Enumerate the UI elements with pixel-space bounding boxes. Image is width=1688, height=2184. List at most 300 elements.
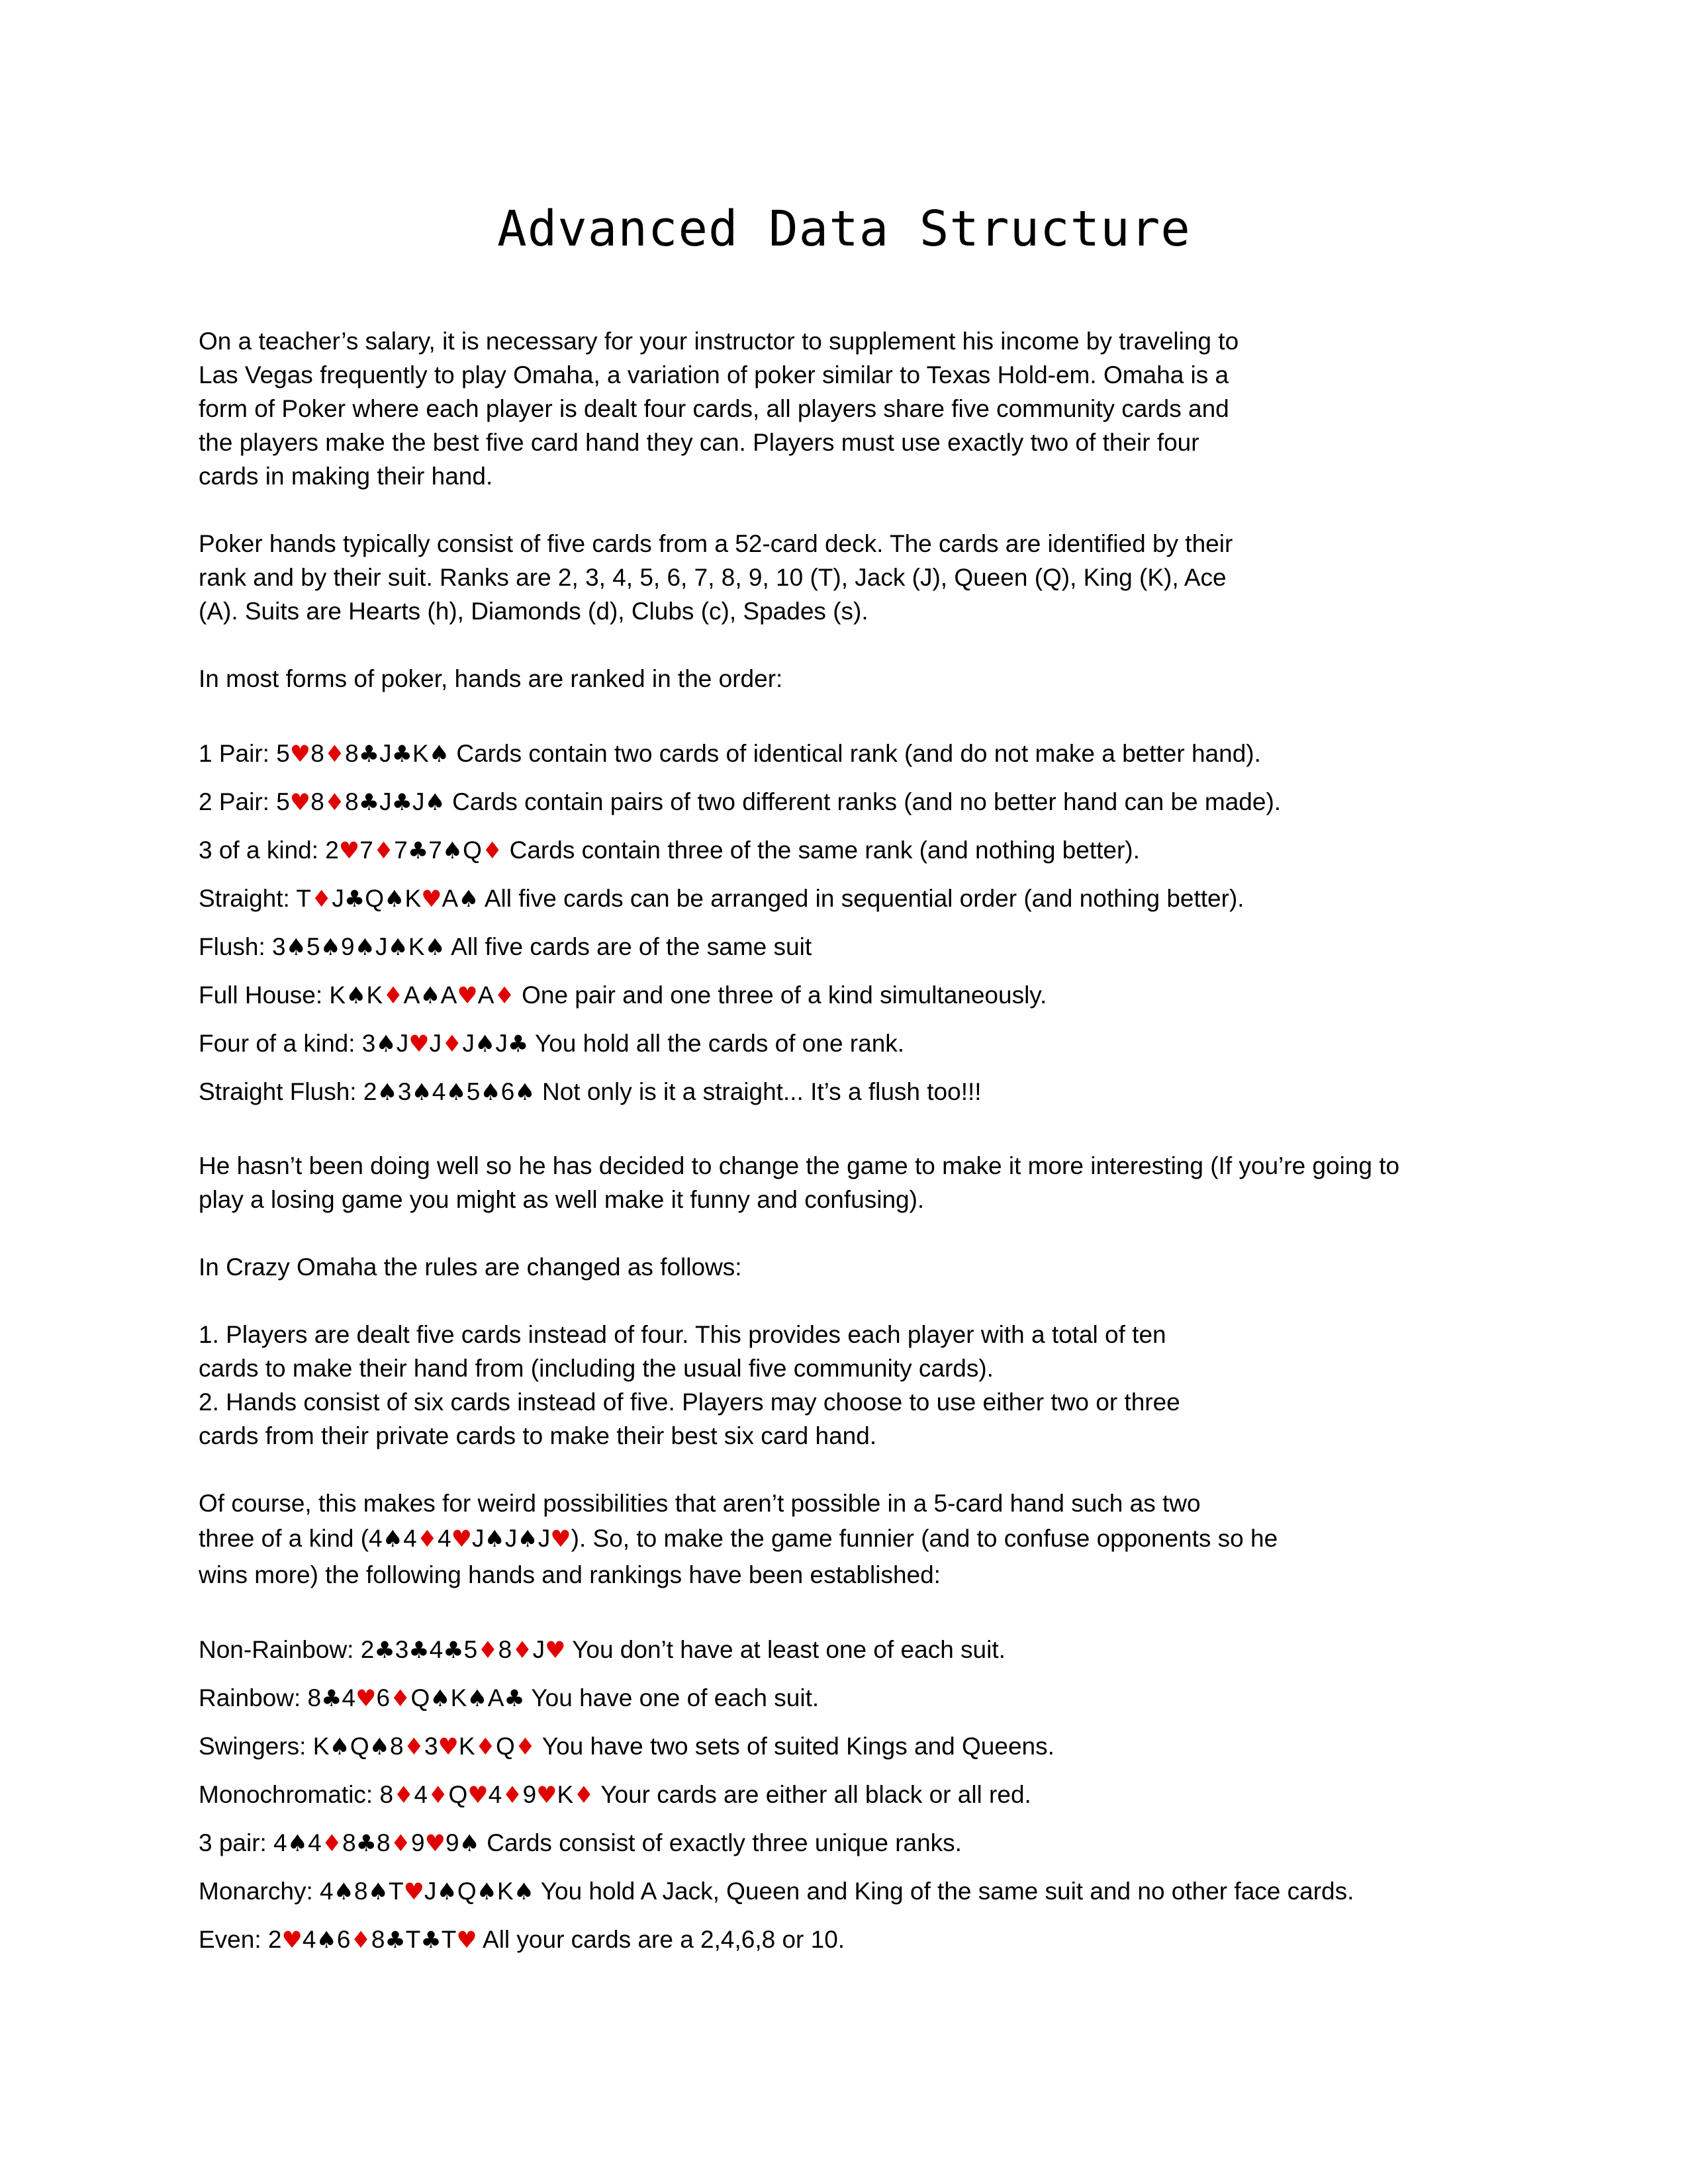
hand-description: Cards consist of exactly three unique ranks.	[479, 1829, 962, 1856]
card-rank: 2	[325, 837, 339, 864]
card-rank: 4	[429, 1636, 444, 1663]
card-rank: 4	[320, 1878, 334, 1905]
playing-card	[397, 1030, 430, 1057]
playing-card	[376, 1684, 410, 1711]
diamond-icon: ♦	[573, 1782, 594, 1809]
card-rank: J	[532, 1636, 545, 1663]
hand-description: One pair and one three of a kind simultaneously.	[514, 981, 1047, 1009]
diamond-icon: ♦	[514, 1734, 536, 1760]
playing-card	[448, 1781, 488, 1808]
playing-card	[441, 981, 478, 1009]
playing-card	[325, 837, 359, 864]
playing-card	[457, 1878, 497, 1905]
card-rank: K	[404, 885, 422, 912]
club-icon: ♣	[507, 1031, 529, 1058]
card-rank: K	[312, 1733, 330, 1760]
crazy-intro	[199, 1250, 1523, 1284]
hand-cards	[272, 933, 445, 960]
card-rank: 7	[428, 837, 442, 864]
diamond-icon: ♦	[403, 1734, 424, 1760]
playing-card	[428, 837, 463, 864]
diamond-icon: ♦	[390, 1686, 411, 1712]
card-rank: 4	[342, 1684, 356, 1711]
weird-card-group	[369, 1525, 571, 1552]
hand-row	[199, 1826, 1523, 1874]
card-rank: A	[487, 1684, 504, 1711]
spade-icon: ♠	[476, 1879, 498, 1905]
playing-card	[410, 1684, 450, 1711]
playing-card	[406, 1926, 442, 1953]
club-icon: ♣	[358, 790, 380, 816]
playing-card	[296, 885, 332, 912]
club-icon: ♣	[504, 1686, 525, 1712]
hand-cards	[361, 1636, 566, 1663]
hand-description: Cards contain pairs of two different ranks (and no better hand can be made).	[445, 788, 1282, 815]
card-rank: J	[462, 1030, 475, 1057]
spade-icon: ♠	[387, 934, 408, 961]
diamond-icon: ♦	[494, 983, 515, 1009]
playing-card	[371, 1926, 406, 1953]
card-rank: J	[504, 1525, 518, 1552]
spade-icon: ♠	[384, 886, 405, 913]
playing-card	[354, 1878, 389, 1905]
card-rank: 4	[438, 1525, 451, 1552]
hand-description: Cards contain three of the same rank (and nothing better).	[502, 837, 1140, 864]
playing-card	[467, 1078, 501, 1105]
card-rank: J	[538, 1525, 551, 1552]
hand-description: Cards contain two cards of identical rank (and do not make a better hand).	[449, 740, 1261, 767]
weird-prefix: three of a kind (	[199, 1525, 369, 1552]
card-rank: 8	[389, 1733, 404, 1760]
hand-cards	[273, 1829, 480, 1856]
hand-name: Monarchy:	[199, 1878, 320, 1905]
card-rank: A	[403, 981, 420, 1009]
card-rank: 2	[363, 1078, 377, 1105]
spade-icon: ♠	[475, 1031, 496, 1058]
hand-cards	[268, 1926, 477, 1953]
diamond-icon: ♦	[311, 886, 332, 913]
hand-cards	[296, 885, 479, 912]
card-rank: 3	[395, 1636, 409, 1663]
hand-description: All your cards are a 2,4,6,8 or 10.	[477, 1926, 845, 1953]
playing-card	[403, 1525, 438, 1552]
hand-description: Your cards are either all black or all red.	[594, 1781, 1031, 1808]
card-rank: K	[408, 933, 425, 960]
card-rank: K	[557, 1781, 574, 1808]
card-rank: 8	[371, 1926, 385, 1953]
playing-card	[350, 1733, 390, 1760]
card-rank: 5	[276, 788, 290, 815]
card-rank: 6	[500, 1078, 515, 1105]
playing-card	[359, 837, 394, 864]
heart-icon: ♥	[408, 1031, 430, 1058]
diamond-icon: ♦	[477, 1637, 498, 1664]
diamond-icon: ♦	[512, 1637, 533, 1664]
playing-card	[310, 788, 345, 815]
hand-name: Flush:	[199, 933, 273, 960]
club-icon: ♣	[391, 790, 413, 816]
rule-line: cards to make their hand from (including the usual five community cards).	[199, 1355, 994, 1382]
playing-card	[489, 1781, 523, 1808]
playing-card	[375, 933, 408, 960]
card-rank: J	[332, 885, 344, 912]
hand-cards	[320, 1878, 534, 1905]
heart-icon: ♥	[403, 1879, 424, 1905]
card-rank: J	[375, 933, 388, 960]
card-rank: K	[458, 1733, 475, 1760]
hand-row	[199, 1874, 1523, 1923]
playing-card	[495, 1030, 528, 1057]
heart-icon: ♥	[467, 1782, 489, 1809]
card-rank: 8	[307, 1684, 322, 1711]
card-rank: 3	[424, 1733, 438, 1760]
change-line: play a losing game you might as well make it funny and confusing).	[199, 1186, 925, 1213]
playing-card	[390, 1733, 424, 1760]
spade-icon: ♠	[354, 934, 375, 961]
heart-icon: ♥	[456, 1927, 477, 1954]
diamond-icon: ♦	[390, 1831, 411, 1857]
card-rank: 5	[466, 1078, 481, 1105]
card-rank: 4	[273, 1829, 287, 1856]
intro-line: cards in making their hand.	[199, 463, 493, 490]
hand-name: Non-Rainbow:	[199, 1636, 361, 1663]
card-rank: 3	[272, 933, 286, 960]
heart-icon: ♥	[536, 1782, 557, 1809]
spade-icon: ♠	[420, 983, 441, 1009]
intro-paragraph	[199, 324, 1523, 493]
card-rank: 5	[463, 1636, 478, 1663]
hand-cards	[276, 740, 449, 767]
hand-description: You have one of each suit.	[524, 1684, 820, 1711]
cards-paragraph	[199, 527, 1523, 628]
hand-name: 3 of a kind:	[199, 837, 326, 864]
diamond-icon: ♦	[383, 983, 404, 1009]
hand-description: You hold A Jack, Queen and King of the same suit and no other face cards.	[534, 1878, 1354, 1905]
diamond-icon: ♦	[373, 838, 395, 864]
card-rank: T	[388, 1878, 404, 1905]
spade-icon: ♠	[428, 741, 450, 768]
heart-icon: ♥	[338, 838, 360, 864]
hand-row	[199, 1633, 1523, 1681]
playing-card	[497, 1878, 534, 1905]
playing-card	[329, 981, 366, 1009]
playing-card	[367, 981, 404, 1009]
card-rank: 7	[394, 837, 408, 864]
diamond-icon: ♦	[324, 790, 346, 816]
club-icon: ♣	[355, 1831, 377, 1857]
spade-icon: ♠	[375, 1031, 397, 1058]
card-rank: 4	[403, 1525, 417, 1552]
playing-card	[464, 1636, 498, 1663]
heart-icon: ♥	[545, 1637, 566, 1664]
cards-line: Poker hands typically consist of five cards from a 52-card deck. The cards are identified by their	[199, 530, 1233, 557]
cards-line: rank and by their suit. Ranks are 2, 3, 4, 5, 6, 7, 8, 9, 10 (T), Jack (J), Queen (Q), King (K), Ace	[199, 564, 1227, 591]
playing-card	[557, 1781, 594, 1808]
hand-name: Full House:	[199, 981, 330, 1009]
playing-card	[445, 1829, 480, 1856]
spade-icon: ♠	[484, 1526, 505, 1553]
playing-card	[404, 981, 441, 1009]
card-rank: K	[329, 981, 346, 1009]
rules-list	[199, 1318, 1523, 1453]
hand-name: Straight:	[199, 885, 297, 912]
hand-row	[199, 785, 1523, 833]
playing-card	[379, 740, 412, 767]
crazy-intro-text: In Crazy Omaha the rules are changed as follows:	[199, 1253, 742, 1281]
spade-icon: ♠	[480, 1079, 501, 1106]
playing-card	[472, 1525, 505, 1552]
spade-icon: ♠	[316, 1927, 337, 1954]
spade-icon: ♠	[285, 934, 307, 961]
club-icon: ♣	[321, 1686, 342, 1712]
spade-icon: ♠	[517, 1526, 538, 1553]
playing-card	[501, 1078, 536, 1105]
diamond-icon: ♦	[481, 838, 503, 864]
playing-card	[276, 740, 310, 767]
playing-card	[394, 837, 428, 864]
card-rank: 8	[345, 788, 359, 815]
playing-card	[412, 740, 449, 767]
club-icon: ♣	[358, 741, 380, 768]
playing-card	[341, 933, 375, 960]
spade-icon: ♠	[411, 1079, 432, 1106]
spade-icon: ♠	[346, 983, 367, 1009]
intro-line: Las Vegas frequently to play Omaha, a variation of poker similar to Texas Hold-em. Omaha is a	[199, 361, 1229, 388]
club-icon: ♣	[443, 1637, 464, 1664]
heart-icon: ♥	[281, 1927, 303, 1954]
playing-card	[442, 1926, 477, 1953]
club-icon: ♣	[374, 1637, 395, 1664]
playing-card	[365, 885, 404, 912]
playing-card	[276, 788, 310, 815]
hand-description: You have two sets of suited Kings and Queens.	[536, 1733, 1055, 1760]
card-rank: 8	[345, 740, 359, 767]
card-rank: 9	[411, 1829, 425, 1856]
hand-name: 1 Pair:	[199, 740, 277, 767]
hand-cards	[362, 1030, 529, 1057]
spade-icon: ♠	[467, 1686, 488, 1712]
hand-cards	[329, 981, 514, 1009]
hand-name: Swingers:	[199, 1733, 313, 1760]
card-rank: K	[450, 1684, 467, 1711]
rule-line: cards from their private cards to make their best six card hand.	[199, 1422, 877, 1449]
hand-name: Straight Flush:	[199, 1078, 363, 1105]
playing-card	[411, 1829, 445, 1856]
spade-icon: ♠	[514, 1079, 536, 1106]
card-rank: 3	[397, 1078, 412, 1105]
playing-card	[404, 885, 442, 912]
playing-card	[342, 1829, 377, 1856]
playing-card	[496, 1733, 536, 1760]
spade-icon: ♠	[329, 1734, 350, 1760]
playing-card	[424, 1733, 459, 1760]
rule-line: 1. Players are dealt five cards instead of four. This provides each player with a total of ten	[199, 1321, 1166, 1348]
playing-card	[342, 1684, 377, 1711]
hand-row	[199, 1729, 1523, 1778]
playing-card	[303, 1926, 337, 1953]
hand-description: You hold all the cards of one rank.	[528, 1030, 905, 1057]
playing-card	[459, 1733, 496, 1760]
hand-name: Four of a kind:	[199, 1030, 362, 1057]
playing-card	[438, 1525, 472, 1552]
playing-card	[363, 1078, 398, 1105]
card-rank: K	[497, 1878, 514, 1905]
playing-card	[395, 1636, 430, 1663]
playing-card	[389, 1878, 424, 1905]
playing-card	[478, 981, 515, 1009]
playing-card	[488, 1684, 525, 1711]
page-title: Advanced Data Structure	[497, 201, 1191, 257]
heart-icon: ♥	[457, 983, 478, 1009]
playing-card	[345, 740, 379, 767]
spade-icon: ♠	[369, 1734, 390, 1760]
hand-row	[199, 737, 1523, 785]
card-rank: K	[366, 981, 383, 1009]
diamond-icon: ♦	[321, 1831, 343, 1857]
diamond-icon: ♦	[350, 1927, 371, 1954]
hand-row	[199, 978, 1523, 1026]
spade-icon: ♠	[320, 934, 341, 961]
heart-icon: ♥	[451, 1526, 472, 1553]
club-icon: ♣	[391, 741, 413, 768]
diamond-icon: ♦	[416, 1526, 438, 1553]
hand-name: 3 pair:	[199, 1829, 274, 1856]
card-rank: J	[396, 1030, 409, 1057]
spade-icon: ♠	[367, 1879, 389, 1905]
card-rank: 4	[308, 1829, 322, 1856]
card-rank: J	[379, 740, 392, 767]
playing-card	[320, 1878, 354, 1905]
playing-card	[442, 885, 479, 912]
hand-description: All five cards are of the same suit	[445, 933, 812, 960]
card-rank: 8	[342, 1829, 356, 1856]
playing-card	[380, 1781, 414, 1808]
spade-icon: ♠	[513, 1879, 535, 1905]
playing-card	[430, 1636, 464, 1663]
weird-suffix: ). So, to make the game funnier (and to confuse opponents so he	[571, 1525, 1278, 1552]
hand-row	[199, 1923, 1523, 1971]
hand-name: 2 Pair:	[199, 788, 277, 815]
hand-name: Monochromatic:	[199, 1781, 380, 1808]
card-rank: 3	[361, 1030, 376, 1057]
playing-card	[498, 1636, 533, 1663]
playing-card	[463, 837, 502, 864]
hand-name: Rainbow:	[199, 1684, 308, 1711]
playing-card	[414, 1781, 448, 1808]
playing-card	[505, 1525, 538, 1552]
card-rank: 5	[306, 933, 320, 960]
playing-card	[523, 1781, 557, 1808]
club-icon: ♣	[420, 1927, 442, 1954]
weird-line: Of course, this makes for weird possibilities that aren’t possible in a 5-card hand such as two	[199, 1490, 1201, 1517]
spade-icon: ♠	[436, 1879, 457, 1905]
playing-card	[369, 1525, 403, 1552]
hand-description: All five cards can be arranged in sequential order (and nothing better).	[479, 885, 1244, 912]
playing-card	[361, 1636, 395, 1663]
playing-card	[313, 1733, 350, 1760]
hand-cards	[308, 1684, 525, 1711]
hand-cards	[325, 837, 502, 864]
playing-card	[308, 1829, 342, 1856]
card-rank: 8	[379, 1781, 394, 1808]
card-rank: Q	[448, 1781, 468, 1808]
spade-icon: ♠	[382, 1526, 404, 1553]
hand-row	[199, 882, 1523, 930]
card-rank: Q	[365, 885, 385, 912]
intro-line: the players make the best five card hand they can. Players must use exactly two of their four	[199, 429, 1199, 456]
card-rank: 7	[359, 837, 373, 864]
diamond-icon: ♦	[442, 1031, 463, 1058]
card-rank: A	[442, 885, 459, 912]
card-rank: 4	[369, 1525, 383, 1552]
card-rank: Q	[457, 1878, 477, 1905]
spade-icon: ♠	[445, 1079, 467, 1106]
document-body	[199, 324, 1523, 2005]
cards-line: (A). Suits are Hearts (h), Diamonds (d), Clubs (c), Spades (s).	[199, 598, 868, 625]
change-line: He hasn’t been doing well so he has decided to change the game to make it more interesting (If you’re going to	[199, 1152, 1400, 1179]
card-rank: K	[412, 740, 429, 767]
playing-card	[408, 933, 445, 960]
card-rank: J	[379, 788, 392, 815]
card-rank: A	[440, 981, 457, 1009]
card-rank: T	[405, 1926, 421, 1953]
card-rank: Q	[496, 1733, 515, 1760]
standard-hand-list	[199, 737, 1523, 1123]
club-icon: ♣	[408, 1637, 430, 1664]
hand-row	[199, 1778, 1523, 1826]
card-rank: Q	[463, 837, 482, 864]
card-rank: 4	[432, 1078, 446, 1105]
card-rank: 8	[498, 1636, 512, 1663]
card-rank: T	[441, 1926, 457, 1953]
heart-icon: ♥	[289, 741, 311, 768]
card-rank: 8	[377, 1829, 391, 1856]
card-rank: J	[429, 1030, 442, 1057]
intro-line: On a teacher’s salary, it is necessary for your instructor to supplement his income by traveling to	[199, 328, 1239, 355]
rule-line: 2. Hands consist of six cards instead of five. Players may choose to use either two or three	[199, 1388, 1180, 1416]
playing-card	[412, 788, 445, 815]
card-rank: 6	[376, 1684, 391, 1711]
playing-card	[463, 1030, 496, 1057]
spade-icon: ♠	[442, 838, 463, 864]
spade-icon: ♠	[424, 790, 445, 816]
playing-card	[379, 788, 412, 815]
weird-paragraph	[199, 1486, 1523, 1592]
hand-cards	[380, 1781, 594, 1808]
heart-icon: ♥	[289, 790, 311, 816]
diamond-icon: ♦	[428, 1782, 449, 1809]
playing-card	[337, 1926, 371, 1953]
playing-card	[306, 933, 341, 960]
diamond-icon: ♦	[475, 1734, 496, 1760]
card-rank: 2	[267, 1926, 282, 1953]
hand-description: You don’t have at least one of each suit.	[565, 1636, 1006, 1663]
ranking-intro-text: In most forms of poker, hands are ranked in the order:	[199, 665, 783, 692]
spade-icon: ♠	[459, 1831, 480, 1857]
heart-icon: ♥	[438, 1734, 459, 1760]
heart-icon: ♥	[355, 1686, 377, 1712]
playing-card	[310, 740, 345, 767]
change-paragraph	[199, 1149, 1523, 1216]
card-rank: 9	[522, 1781, 537, 1808]
card-rank: J	[412, 788, 425, 815]
card-rank: 9	[340, 933, 355, 960]
card-rank: J	[424, 1878, 437, 1905]
spade-icon: ♠	[424, 934, 445, 961]
diamond-icon: ♦	[502, 1782, 523, 1809]
hand-row	[199, 1681, 1523, 1729]
hand-cards	[363, 1078, 536, 1105]
